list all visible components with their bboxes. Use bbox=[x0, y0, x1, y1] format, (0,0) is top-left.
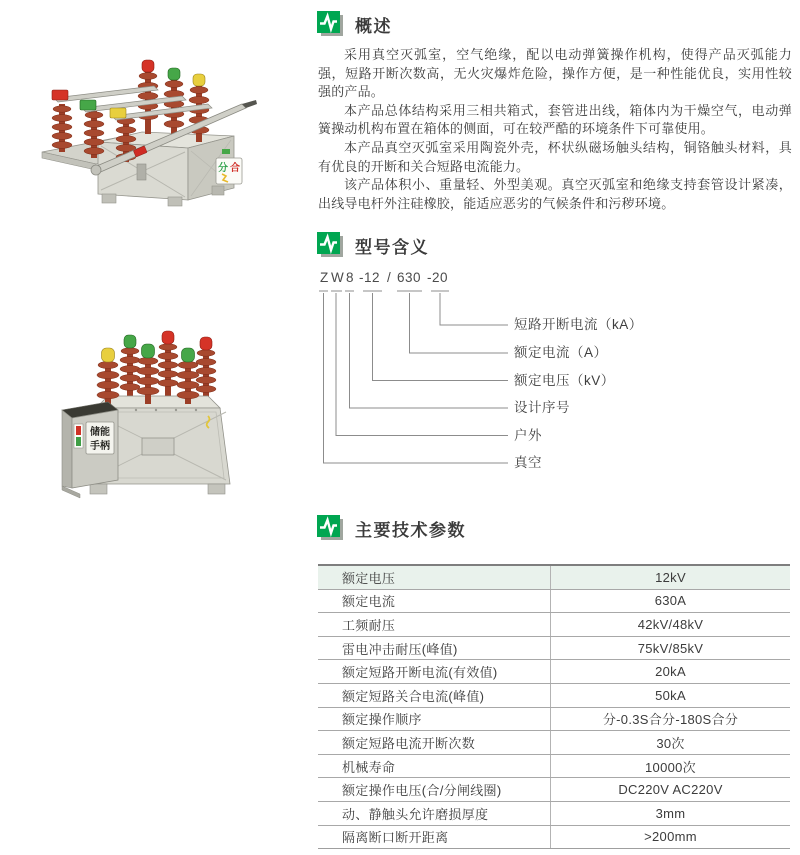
contact-block-green bbox=[80, 100, 96, 110]
param-value-cell: 12kV bbox=[655, 569, 686, 585]
table-row bbox=[318, 566, 790, 590]
contact-block-yellow bbox=[110, 108, 126, 118]
param-label-cell: 额定操作顺序 bbox=[318, 708, 551, 731]
overview-paragraph-2: 本产品总体结构采用三相共箱式，套管进出线，箱体内为干燥空气，电动弹簧操动机构布置在箱体的侧面，可在较严酷的环境条件下可靠使用。 bbox=[318, 102, 792, 137]
model-meaning-diagram bbox=[318, 268, 790, 478]
model-code-12: -12 bbox=[359, 270, 381, 285]
contact-block-red bbox=[52, 90, 68, 100]
model-label-rated-voltage: 额定电压（kV） bbox=[514, 372, 615, 388]
overview-paragraph-3: 本产品真空灭弧室采用陶瓷外壳，杯状纵磁场触头结构，铜铬触头材料，具有优良的开断和关合短路电流能力。 bbox=[318, 139, 792, 174]
breaker-illustration-1 bbox=[36, 46, 260, 212]
pulse-icon bbox=[317, 11, 344, 37]
model-label-outdoor: 户外 bbox=[514, 427, 542, 443]
table-row bbox=[318, 708, 790, 732]
plate-close-char: 合 bbox=[230, 163, 240, 174]
param-value-cell: 75kV/85kV bbox=[637, 640, 704, 656]
section-header-params bbox=[317, 515, 466, 541]
section-title-model: 型号含义 bbox=[355, 237, 429, 257]
section-title-params: 主要技术参数 bbox=[355, 520, 466, 540]
front-insulators bbox=[97, 344, 199, 404]
product-photo-breaker-front-view bbox=[56, 330, 258, 506]
param-value-cell: 42kV/48kV bbox=[637, 616, 704, 632]
cap-red bbox=[162, 331, 174, 344]
table-row bbox=[318, 731, 790, 755]
table-row bbox=[318, 660, 790, 684]
param-value-cell: 20kA bbox=[655, 664, 686, 680]
model-code-z: Z bbox=[320, 270, 329, 285]
param-label-cell: 雷电冲击耐压(峰值) bbox=[318, 637, 551, 660]
param-label-cell: 额定短路开断电流(有效值) bbox=[318, 660, 551, 683]
model-label-design-serial: 设计序号 bbox=[514, 400, 570, 415]
model-code-630: 630 bbox=[397, 270, 422, 285]
section-title-overview: 概述 bbox=[355, 16, 392, 36]
cap-red bbox=[142, 60, 154, 72]
table-row bbox=[318, 802, 790, 826]
model-label-rated-current: 额定电流（A） bbox=[514, 345, 608, 360]
table-row bbox=[318, 826, 790, 849]
param-value-cell: DC220V AC220V bbox=[618, 782, 723, 798]
cap-yellow bbox=[102, 348, 115, 362]
param-label-cell: 额定短路关合电流(峰值) bbox=[318, 684, 551, 707]
model-label-breaking-current: 短路开断电流（kA） bbox=[514, 317, 643, 332]
table-row bbox=[318, 637, 790, 661]
handle-label-line2: 手柄 bbox=[90, 441, 110, 452]
overview-paragraph-1: 采用真空灭弧室，空气绝缘，配以电动弹簧操作机构，使得产品灭弧能力强，短路开断次数高，无火灾爆炸危险，操作方便，是一种性能优良，实用性较强的产品。 bbox=[318, 47, 792, 100]
table-row bbox=[318, 755, 790, 779]
breaker-illustration-2 bbox=[56, 330, 258, 506]
model-code-8: 8 bbox=[346, 270, 355, 285]
product-photo-breaker-side-view bbox=[36, 46, 260, 212]
param-label-cell: 工频耐压 bbox=[318, 613, 551, 636]
table-row bbox=[318, 778, 790, 802]
cap-yellow bbox=[193, 74, 205, 86]
model-code-w: W bbox=[331, 270, 345, 285]
table-row bbox=[318, 613, 790, 637]
cap-green bbox=[182, 348, 195, 362]
pulse-icon bbox=[317, 232, 344, 258]
cap-green bbox=[168, 68, 180, 80]
param-label-cell: 动、静触头允许磨损厚度 bbox=[318, 802, 551, 825]
model-code-sep: / bbox=[387, 270, 392, 285]
param-label-cell: 额定电压 bbox=[318, 566, 551, 589]
indicator-red bbox=[76, 426, 81, 435]
overview-text bbox=[318, 46, 792, 213]
param-label-cell: 机械寿命 bbox=[318, 755, 551, 778]
param-value-cell: 10000次 bbox=[645, 759, 696, 775]
cap-green bbox=[124, 335, 136, 348]
param-label-cell: 额定电流 bbox=[318, 590, 551, 613]
param-value-cell: 分-0.3S合分-180S合分 bbox=[602, 712, 739, 728]
handle-label-line1: 储能 bbox=[90, 427, 110, 438]
overview-paragraph-4: 该产品体积小、重量轻、外型美观。真空灭弧室和绝缘支持套管设计紧凑，出线导电杆外注硅橡胶，能适应恶劣的气候条件和污秽环境。 bbox=[318, 177, 792, 211]
model-label-vacuum: 真空 bbox=[514, 455, 542, 470]
pulse-icon bbox=[317, 515, 344, 541]
param-value-cell: 50kA bbox=[655, 687, 686, 703]
nameplate bbox=[142, 438, 174, 455]
cap-red bbox=[200, 337, 212, 350]
table-row bbox=[318, 684, 790, 708]
param-value-cell: 3mm bbox=[655, 805, 686, 821]
parameters-table bbox=[318, 564, 790, 849]
plate-open-char: 分 bbox=[218, 163, 228, 174]
param-label-cell: 额定操作电压(合/分闸线圈) bbox=[318, 778, 551, 801]
indicator-green bbox=[76, 437, 81, 446]
param-value-cell: >200mm bbox=[644, 829, 697, 845]
back-insulators bbox=[120, 331, 216, 400]
param-value-cell: 630A bbox=[654, 593, 687, 609]
param-label-cell: 额定短路电流开断次数 bbox=[318, 731, 551, 754]
section-header-model bbox=[317, 232, 429, 258]
section-header-overview bbox=[317, 11, 392, 37]
param-label-cell: 隔离断口断开距离 bbox=[318, 826, 551, 849]
param-value-cell: 30次 bbox=[656, 735, 685, 751]
cap-green bbox=[142, 344, 155, 358]
model-code-20: -20 bbox=[427, 270, 449, 285]
table-row bbox=[318, 590, 790, 614]
